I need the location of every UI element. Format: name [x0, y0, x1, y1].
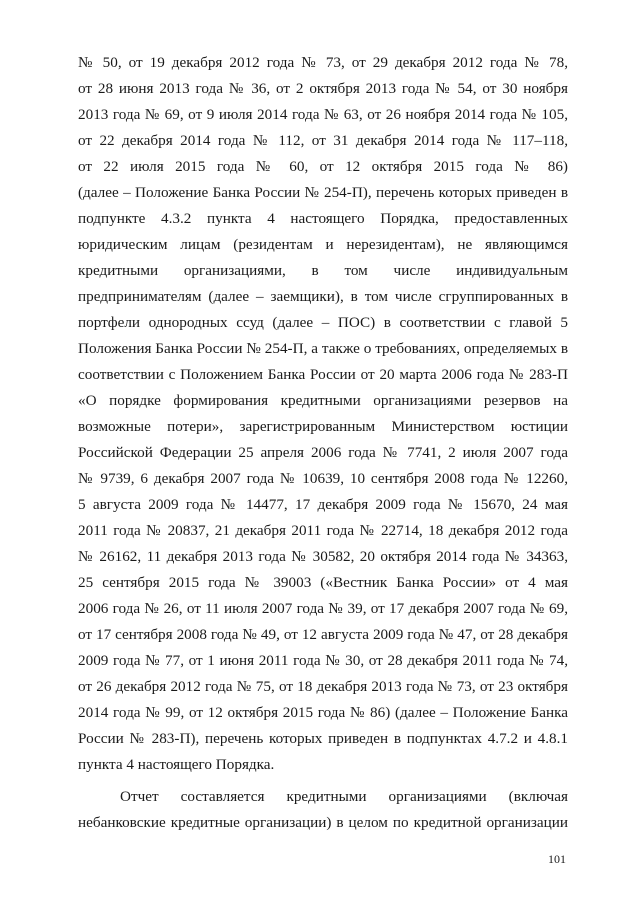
text-line: 2013 года № 69, от 9 июля 2014 года № 63, от 26 ноября 2014 года № 105,	[78, 106, 568, 123]
text-line: пункта 4 настоящего Порядка.	[78, 756, 275, 773]
text-line: предпринимателям (далее – заемщики), в том числе сгруппированных в	[78, 288, 568, 305]
text-line: соответствии с Положением Банка России от 20 марта 2006 года № 283-П	[78, 366, 568, 383]
text-line: Отчет составляется кредитными организациями (включая	[120, 788, 568, 805]
text-line: Положения Банка России № 254-П, а также о требованиях, определяемых в	[78, 340, 568, 357]
text-line: № 50, от 19 декабря 2012 года № 73, от 29 декабря 2012 года № 78,	[78, 54, 568, 71]
text-line: «О порядке формирования кредитными организациями резервов на	[78, 392, 568, 409]
text-line: небанковские кредитные организации) в целом по кредитной организации	[78, 814, 568, 831]
text-line: № 9739, 6 декабря 2007 года № 10639, 10 сентября 2008 года № 12260,	[78, 470, 568, 487]
text-line: кредитными организациями, в том числе индивидуальным	[78, 262, 568, 279]
text-line: (далее – Положение Банка России № 254-П), перечень которых приведен в	[78, 184, 568, 201]
text-line: 2014 года № 99, от 12 октября 2015 года № 86) (далее – Положение Банка	[78, 704, 568, 721]
page-number: 101	[548, 852, 566, 866]
text-line: 25 сентября 2015 года № 39003 («Вестник Банка России» от 4 мая	[78, 574, 568, 591]
paragraph-2	[78, 784, 568, 836]
text-line: России № 283-П), перечень которых приведен в подпунктах 4.7.2 и 4.8.1	[78, 730, 568, 747]
text-line: юридическим лицам (резидентам и нерезидентам), не являющимся	[78, 236, 568, 253]
text-line: возможные потери», зарегистрированным Министерством юстиции	[78, 418, 568, 435]
paragraph-1	[78, 50, 568, 778]
text-line: Российской Федерации 25 апреля 2006 года № 7741, 2 июля 2007 года	[78, 444, 568, 461]
text-line: 5 августа 2009 года № 14477, 17 декабря 2009 года № 15670, 24 мая	[78, 496, 568, 513]
text-line: 2011 года № 20837, 21 декабря 2011 года № 22714, 18 декабря 2012 года	[78, 522, 568, 539]
text-line: от 17 сентября 2008 года № 49, от 12 августа 2009 года № 47, от 28 декабря	[78, 626, 568, 643]
text-line: портфели однородных ссуд (далее – ПОС) в соответствии с главой 5	[78, 314, 568, 331]
text-line: от 28 июня 2013 года № 36, от 2 октября 2013 года № 54, от 30 ноября	[78, 80, 568, 97]
text-line: подпункте 4.3.2 пункта 4 настоящего Порядка, предоставленных	[78, 210, 568, 227]
text-line: от 22 декабря 2014 года № 112, от 31 декабря 2014 года № 117–118,	[78, 132, 568, 149]
text-line: 2009 года № 77, от 1 июня 2011 года № 30, от 28 декабря 2011 года № 74,	[78, 652, 568, 669]
text-line: № 26162, 11 декабря 2013 года № 30582, 20 октября 2014 года № 34363,	[78, 548, 568, 565]
text-line: 2006 года № 26, от 11 июля 2007 года № 39, от 17 декабря 2007 года № 69,	[78, 600, 568, 617]
text-line: от 26 декабря 2012 года № 75, от 18 декабря 2013 года № 73, от 23 октября	[78, 678, 568, 695]
text-line: от 22 июля 2015 года № 60, от 12 октября 2015 года № 86)	[78, 158, 568, 175]
